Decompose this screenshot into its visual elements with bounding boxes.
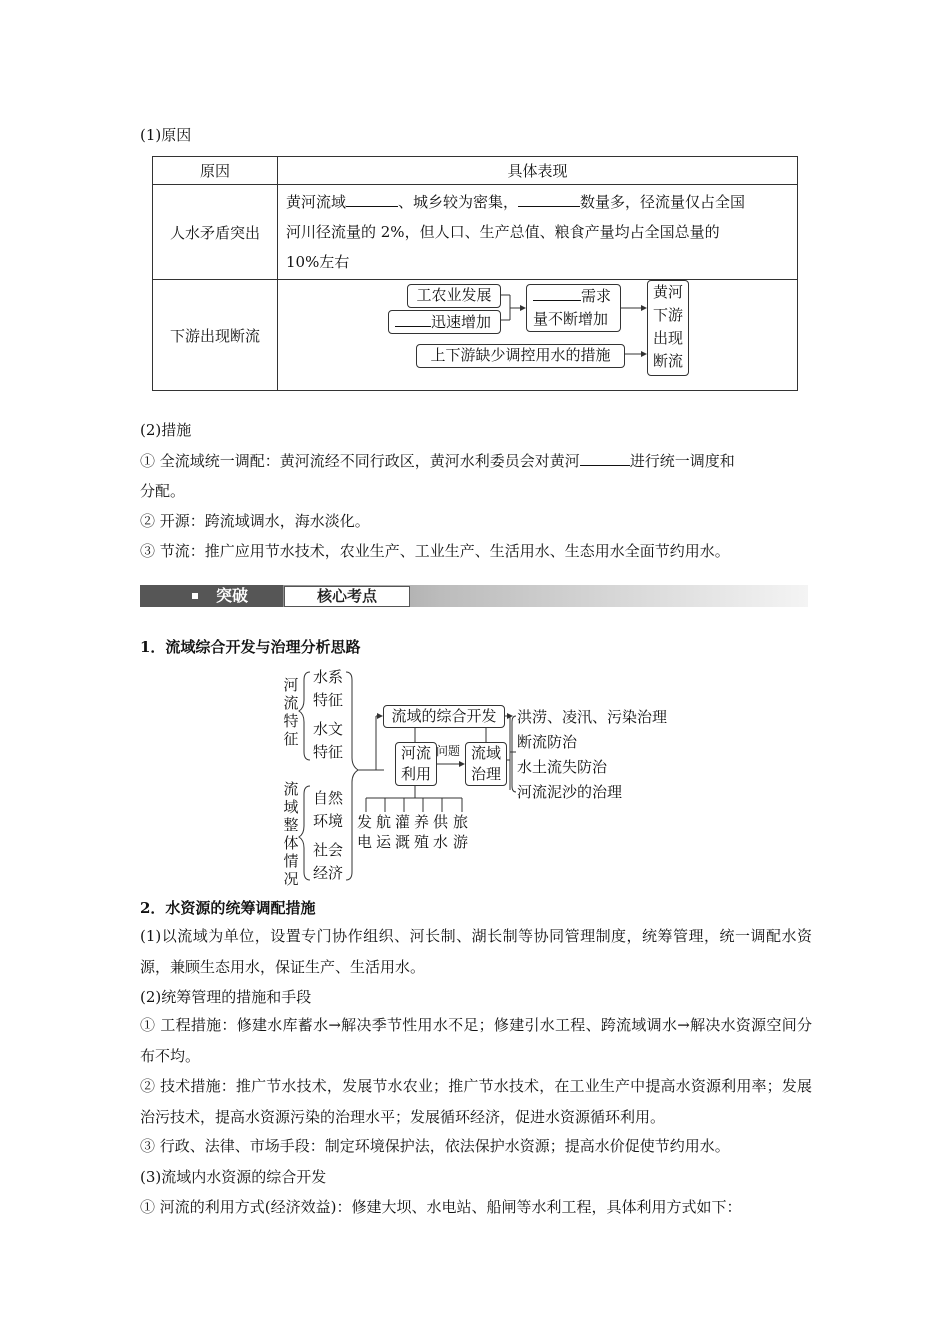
feature-hydrology: 水文 特征	[313, 720, 344, 761]
cause-people-water: 人水矛盾突出	[153, 185, 278, 280]
banner-title: 核心考点	[284, 586, 410, 607]
banner-tag: 突破	[216, 586, 249, 605]
use-shipping: 航 运	[376, 813, 392, 851]
point2-p7: ① 河流的利用方式(经济效益)：修建大坝、水电站、船闸等水利工程，具体利用方式如下：	[140, 1198, 742, 1216]
section1-title: (1)原因	[140, 126, 192, 144]
flow-box-no-regulation: 上下游缺少调控用水的措施	[416, 344, 625, 368]
measure-dry-up: 断流防治	[517, 733, 578, 751]
use-irrigation: 灌 溉	[395, 813, 411, 851]
feature-water-system: 水系 特征	[313, 668, 344, 709]
use-aquaculture: 养 殖	[414, 813, 430, 851]
measure-sediment: 河流泥沙的治理	[517, 783, 623, 801]
section2-title: (2)措施	[140, 421, 192, 439]
condition-natural: 自然 环境	[313, 789, 344, 830]
flow-box-rapid-increase: 迅速增加	[388, 310, 501, 334]
table-header-detail: 具体表现	[278, 157, 798, 185]
measure-1: ① 全流域统一调配：黄河流经不同行政区，黄河水利委员会对黄河 进行统一调度和	[140, 452, 735, 470]
flow-box-result: 黄河 下游 出现 断流	[647, 280, 689, 376]
point2-p1: (1)以流域为单位，设置专门协作组织、河长制、湖长制等协同管理制度，统筹管理，统一调配水资源，兼顾生态用水，保证生产、生活用水。	[140, 927, 812, 976]
detail-line1: 黄河流域 、城乡较为密集， 数量多，径流量仅占全国	[286, 193, 746, 211]
measure-1-end: 分配。	[140, 482, 186, 500]
detail-line3: 10%左右	[286, 253, 350, 271]
measure-soil-erosion: 水土流失防治	[517, 758, 608, 776]
point1-title: 1．流域综合开发与治理分析思路	[140, 638, 361, 656]
point2-p6: (3)流域内水资源的综合开发	[140, 1168, 327, 1186]
detail-line2: 河川径流量的 2%，但人口、生产总值、粮食产量均占全国总量的	[286, 223, 720, 241]
flow-box-industry: 工农业发展	[407, 284, 501, 308]
label-river-features: 河 流 特 征	[283, 676, 299, 748]
point2-title: 2．水资源的统筹调配措施	[140, 899, 316, 917]
table-header-cause: 原因	[153, 157, 278, 185]
label-basin-overall: 流 域 整 体 情 况	[283, 780, 299, 888]
measure-2: ② 开源：跨流域调水，海水淡化。	[140, 512, 370, 530]
point2-p4: ② 技术措施：推广节水技术，发展节水农业；推广节水技术，在工业生产中提高水资源利用率；发展治污技术，提高水资源污染的治理水平；发展循环经济，促进水资源循环利用。	[140, 1077, 812, 1126]
box-basin-governance: 流域 治理	[465, 742, 507, 786]
flow-box-demand: 需求 量不断增加	[526, 284, 621, 332]
point2-p5: ③ 行政、法律、市场手段：制定环境保护法，依法保护水资源；提高水价促使节约用水。	[140, 1137, 730, 1155]
cause-downstream-dry: 下游出现断流	[153, 280, 278, 391]
box-river-use: 河流 利用	[395, 742, 437, 786]
measure-flood-ice-pollution: 洪涝、凌汛、污染治理	[517, 708, 668, 726]
measure-3: ③ 节流：推广应用节水技术，农业生产、工业生产、生活用水、生态用水全面节约用水。	[140, 542, 730, 560]
box-comprehensive-development: 流域的综合开发	[383, 705, 505, 728]
use-power: 发 电	[357, 813, 373, 851]
use-water-supply: 供 水	[433, 813, 449, 851]
condition-social: 社会 经济	[313, 841, 344, 882]
label-problem: 问题	[436, 744, 461, 758]
point2-p3: ① 工程措施：修建水库蓄水→解决季节性用水不足；修建引水工程、跨流域调水→解决水资源空间分布不均。	[140, 1016, 812, 1065]
use-tourism: 旅 游	[453, 813, 469, 851]
point2-p2: (2)统筹管理的措施和手段	[140, 988, 312, 1006]
